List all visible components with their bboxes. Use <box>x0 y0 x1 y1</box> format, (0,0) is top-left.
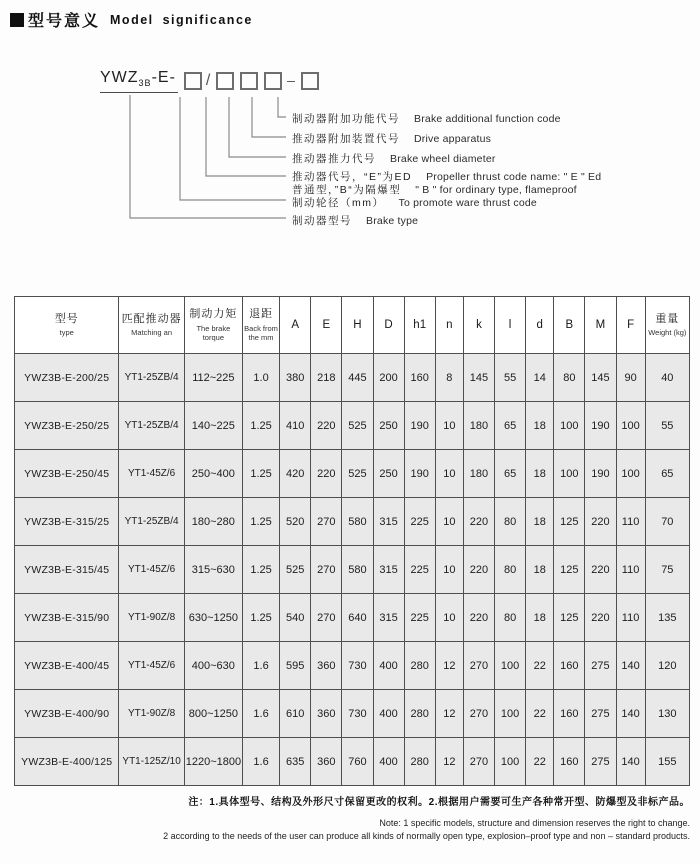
table-cell: 10 <box>435 498 463 546</box>
table-cell: 125 <box>554 546 585 594</box>
page-title-en: Model significance <box>110 12 253 27</box>
table-cell: 12 <box>435 642 463 690</box>
column-header: B <box>554 297 585 354</box>
table-cell: 525 <box>280 546 311 594</box>
table-cell: 380 <box>280 354 311 402</box>
table-cell: 580 <box>342 546 373 594</box>
column-header: D <box>373 297 404 354</box>
table-cell: 140 <box>616 738 645 786</box>
callout-brake-function: 制动器附加功能代号 Brake additional function code <box>292 113 561 125</box>
table-cell: 580 <box>342 498 373 546</box>
table-cell: YT1-90Z/8 <box>119 690 184 738</box>
table-cell: 160 <box>404 354 435 402</box>
table-cell: 55 <box>495 354 526 402</box>
table-cell: 360 <box>311 738 342 786</box>
column-header: 匹配推动器 Matching an <box>119 297 184 354</box>
table-cell: 270 <box>463 738 494 786</box>
section-marker-icon <box>10 13 24 27</box>
callout-thrust-force: 推动器推力代号 Brake wheel diameter <box>292 153 496 165</box>
table-cell: 180 <box>463 450 494 498</box>
table-cell: YWZ3B-E-200/25 <box>15 354 119 402</box>
table-row <box>15 642 690 690</box>
table-cell: 190 <box>404 402 435 450</box>
table-cell: 10 <box>435 450 463 498</box>
table-cell: 225 <box>404 498 435 546</box>
table-cell: 1.6 <box>242 690 279 738</box>
table-cell: 65 <box>645 450 689 498</box>
table-cell: YWZ3B-E-315/45 <box>15 546 119 594</box>
callout-brake-type: 制动器型号 Brake type <box>292 215 419 227</box>
table-row <box>15 354 690 402</box>
table-cell: YWZ3B-E-250/25 <box>15 402 119 450</box>
table-cell: 1220~1800 <box>184 738 242 786</box>
page-title-zh: 型号意义 <box>28 13 101 30</box>
table-cell: 595 <box>280 642 311 690</box>
table-cell: 90 <box>616 354 645 402</box>
table-cell: 315 <box>373 498 404 546</box>
table-cell: YT1-45Z/6 <box>119 642 184 690</box>
table-cell: 420 <box>280 450 311 498</box>
column-header: h1 <box>404 297 435 354</box>
table-cell: 140 <box>616 690 645 738</box>
table-cell: 8 <box>435 354 463 402</box>
column-header: A <box>280 297 311 354</box>
table-row <box>15 450 690 498</box>
table-cell: 18 <box>526 498 554 546</box>
code-box-attachment <box>264 72 282 90</box>
note-en-2: 2 according to the needs of the user can produce all kinds of normally open type, explosion–proof type and non – standard products. <box>163 831 690 842</box>
column-header: H <box>342 297 373 354</box>
table-cell: 125 <box>554 594 585 642</box>
table-cell: 120 <box>645 642 689 690</box>
table-cell: 525 <box>342 450 373 498</box>
table-cell: 1.25 <box>242 594 279 642</box>
column-header: k <box>463 297 494 354</box>
table-cell: 10 <box>435 402 463 450</box>
table-cell: YT1-90Z/8 <box>119 594 184 642</box>
table-cell: 220 <box>585 498 616 546</box>
table-cell: 400 <box>373 738 404 786</box>
table-cell: 275 <box>585 738 616 786</box>
table-cell: 225 <box>404 546 435 594</box>
table-cell: 100 <box>495 642 526 690</box>
table-cell: 155 <box>645 738 689 786</box>
table-cell: 10 <box>435 594 463 642</box>
table-cell: 40 <box>645 354 689 402</box>
code-box-function <box>301 72 319 90</box>
table-cell: YT1-125Z/10 <box>119 738 184 786</box>
table-cell: 730 <box>342 642 373 690</box>
table-cell: 1.25 <box>242 450 279 498</box>
table-cell: 730 <box>342 690 373 738</box>
table-cell: 70 <box>645 498 689 546</box>
table-cell: 220 <box>585 546 616 594</box>
table-cell: 190 <box>585 450 616 498</box>
table-cell: 445 <box>342 354 373 402</box>
table-cell: 220 <box>585 594 616 642</box>
table-cell: YWZ3B-E-400/45 <box>15 642 119 690</box>
table-cell: 18 <box>526 546 554 594</box>
table-cell: 135 <box>645 594 689 642</box>
table-cell: 610 <box>280 690 311 738</box>
table-cell: 112~225 <box>184 354 242 402</box>
table-cell: YWZ3B-E-315/25 <box>15 498 119 546</box>
table-cell: 18 <box>526 402 554 450</box>
table-cell: 140~225 <box>184 402 242 450</box>
model-code <box>100 70 319 92</box>
table-cell: 1.25 <box>242 402 279 450</box>
table-cell: 80 <box>554 354 585 402</box>
table-header-row <box>15 297 690 354</box>
table-cell: 200 <box>373 354 404 402</box>
table-cell: YWZ3B-E-250/45 <box>15 450 119 498</box>
table-cell: 630~1250 <box>184 594 242 642</box>
table-row <box>15 594 690 642</box>
table-cell: 525 <box>342 402 373 450</box>
table-cell: 250~400 <box>184 450 242 498</box>
table-cell: 80 <box>495 498 526 546</box>
table-cell: 220 <box>463 546 494 594</box>
table-cell: 280 <box>404 738 435 786</box>
table-cell: 100 <box>616 450 645 498</box>
table-cell: 400~630 <box>184 642 242 690</box>
table-cell: 100 <box>616 402 645 450</box>
table-cell: 360 <box>311 642 342 690</box>
table-cell: 410 <box>280 402 311 450</box>
table-cell: 145 <box>463 354 494 402</box>
table-cell: 270 <box>311 498 342 546</box>
table-cell: 1.25 <box>242 546 279 594</box>
column-header: 型号 type <box>15 297 119 354</box>
table-cell: 400 <box>373 642 404 690</box>
table-cell: 160 <box>554 738 585 786</box>
table-cell: 1.0 <box>242 354 279 402</box>
table-cell: 800~1250 <box>184 690 242 738</box>
table-cell: 80 <box>495 546 526 594</box>
table-cell: YT1-45Z/6 <box>119 546 184 594</box>
table-cell: 22 <box>526 642 554 690</box>
table-cell: 225 <box>404 594 435 642</box>
table-cell: 315~630 <box>184 546 242 594</box>
table-cell: 22 <box>526 690 554 738</box>
table-cell: 640 <box>342 594 373 642</box>
table-cell: 65 <box>495 402 526 450</box>
table-cell: 400 <box>373 690 404 738</box>
table-cell: 270 <box>463 690 494 738</box>
table-cell: 270 <box>311 594 342 642</box>
table-row <box>15 546 690 594</box>
table-cell: 55 <box>645 402 689 450</box>
code-box-wheel-diameter <box>184 72 202 90</box>
callout-drive-apparatus: 推动器附加装置代号 Drive apparatus <box>292 133 492 145</box>
column-header: n <box>435 297 463 354</box>
table-cell: 160 <box>554 690 585 738</box>
table-cell: 80 <box>495 594 526 642</box>
spec-table <box>14 296 690 786</box>
table-cell: 130 <box>645 690 689 738</box>
note-zh: 注：1.具体型号、结构及外形尺寸保留更改的权利。2.根据用户需要可生产各种常开型、防爆型及非标产品。 <box>188 797 690 808</box>
table-cell: 220 <box>463 594 494 642</box>
column-header: l <box>495 297 526 354</box>
table-cell: 22 <box>526 738 554 786</box>
code-dash <box>287 81 295 82</box>
table-cell: 18 <box>526 594 554 642</box>
table-cell: 635 <box>280 738 311 786</box>
column-header: E <box>311 297 342 354</box>
table-cell: 180~280 <box>184 498 242 546</box>
table-cell: 520 <box>280 498 311 546</box>
table-cell: 270 <box>463 642 494 690</box>
callout-thrust-code-line2: 普通型，”B“为隔爆型 " B " for ordinary type, flameproof <box>292 184 577 196</box>
table-cell: 220 <box>463 498 494 546</box>
table-cell: 760 <box>342 738 373 786</box>
table-cell: YT1-25ZB/4 <box>119 498 184 546</box>
table-cell: 110 <box>616 594 645 642</box>
table-cell: 145 <box>585 354 616 402</box>
table-cell: 190 <box>404 450 435 498</box>
table-cell: 65 <box>495 450 526 498</box>
table-row <box>15 690 690 738</box>
table-cell: 250 <box>373 402 404 450</box>
table-cell: 110 <box>616 498 645 546</box>
table-cell: YT1-25ZB/4 <box>119 402 184 450</box>
table-cell: 160 <box>554 642 585 690</box>
table-row <box>15 402 690 450</box>
table-cell: 12 <box>435 690 463 738</box>
column-header: 重量 Weight (kg) <box>645 297 689 354</box>
table-cell: 10 <box>435 546 463 594</box>
table-row <box>15 498 690 546</box>
table-cell: 14 <box>526 354 554 402</box>
code-slash: / <box>205 72 211 89</box>
table-cell: 315 <box>373 594 404 642</box>
callout-thrust-code-line1: 推动器代号，“E”为ED Propeller thrust code name: " E " Ed <box>292 171 602 183</box>
table-cell: 275 <box>585 690 616 738</box>
table-cell: 100 <box>554 402 585 450</box>
table-cell: 220 <box>311 402 342 450</box>
table-cell: 220 <box>311 450 342 498</box>
callout-wheel-diameter: 制动轮径（mm） To promote ware thrust code <box>292 197 537 209</box>
table-cell: 180 <box>463 402 494 450</box>
table-cell: 100 <box>495 690 526 738</box>
column-header: F <box>616 297 645 354</box>
table-cell: 280 <box>404 642 435 690</box>
table-cell: YWZ3B-E-315/90 <box>15 594 119 642</box>
note-en-1: Note: 1 specific models, structure and dimension reserves the right to change. <box>379 818 690 828</box>
code-box-thrust-code <box>216 72 234 90</box>
table-cell: 1.6 <box>242 738 279 786</box>
table-cell: 100 <box>554 450 585 498</box>
table-cell: 125 <box>554 498 585 546</box>
table-cell: 75 <box>645 546 689 594</box>
table-row <box>15 738 690 786</box>
table-cell: 360 <box>311 690 342 738</box>
model-code-text: $YWZ_{3B}-E-$ <box>100 69 178 92</box>
table-cell: 110 <box>616 546 645 594</box>
table-cell: 540 <box>280 594 311 642</box>
column-header: d <box>526 297 554 354</box>
code-box-thrust-force <box>240 72 258 90</box>
table-cell: 190 <box>585 402 616 450</box>
table-cell: 270 <box>311 546 342 594</box>
footer-notes <box>163 793 690 843</box>
table-cell: 250 <box>373 450 404 498</box>
table-cell: 275 <box>585 642 616 690</box>
table-cell: YWZ3B-E-400/90 <box>15 690 119 738</box>
table-cell: 1.25 <box>242 498 279 546</box>
table-cell: YT1-45Z/6 <box>119 450 184 498</box>
table-cell: YWZ3B-E-400/125 <box>15 738 119 786</box>
column-header: 制动力矩 The brake torque <box>184 297 242 354</box>
column-header: 退距 Back from the mm <box>242 297 279 354</box>
table-cell: 1.6 <box>242 642 279 690</box>
table-cell: 12 <box>435 738 463 786</box>
table-cell: 100 <box>495 738 526 786</box>
table-cell: YT1-25ZB/4 <box>119 354 184 402</box>
table-cell: 140 <box>616 642 645 690</box>
page-header <box>10 8 253 31</box>
column-header: M <box>585 297 616 354</box>
table-cell: 315 <box>373 546 404 594</box>
table-cell: 18 <box>526 450 554 498</box>
table-cell: 280 <box>404 690 435 738</box>
table-cell: 218 <box>311 354 342 402</box>
